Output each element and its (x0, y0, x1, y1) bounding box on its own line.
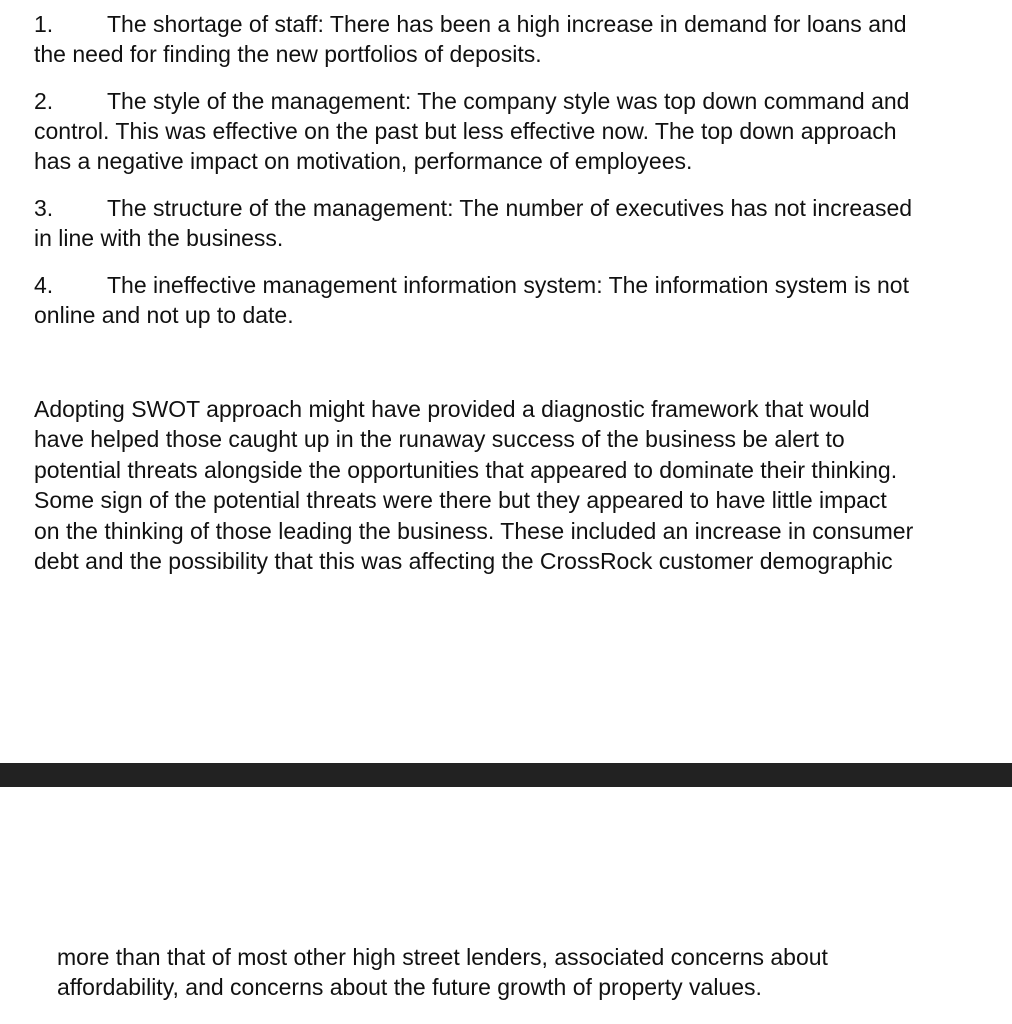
list-item-number: 1. (34, 11, 54, 37)
list-item-text: in line with the business. (34, 225, 284, 251)
list-item-text: The ineffective management information system: The information system is not (107, 272, 909, 298)
paragraph-line: have helped those caught up in the runaway success of the business be alert to (34, 426, 845, 453)
list-item-text: online and not up to date. (34, 302, 294, 328)
paragraph-line: debt and the possibility that this was affecting the CrossRock customer demographic (34, 548, 893, 575)
list-item-text: the need for finding the new portfolios of deposits. (34, 41, 542, 67)
list-item-number: 2. (34, 88, 54, 114)
list-item (34, 9, 960, 69)
numbered-list (34, 9, 960, 347)
paragraph-line: Adopting SWOT approach might have provided a diagnostic framework that would (34, 396, 870, 422)
list-item-text: The structure of the management: The number of executives has not increased (107, 195, 913, 221)
continuation-line: more than that of most other high street lenders, associated concerns about (57, 944, 828, 970)
paragraph-line: Some sign of the potential threats were there but they appeared to have little impact (34, 487, 887, 514)
paragraph-line: potential threats alongside the opportunities that appeared to dominate their thinking. (34, 456, 898, 483)
list-item-first-line (34, 9, 960, 39)
list-item-number: 4. (34, 272, 54, 298)
continuation-line: affordability, and concerns about the future growth of property values. (57, 974, 762, 1001)
list-item-first-line (34, 270, 960, 300)
document-page-bottom (0, 787, 1012, 1024)
list-item (34, 86, 960, 176)
list-item-text: The shortage of staff: There has been a high increase in demand for loans and (107, 11, 907, 37)
page-break-divider (0, 763, 1012, 787)
list-item (34, 193, 960, 253)
list-item-first-line (34, 86, 960, 116)
list-item-text: has a negative impact on motivation, performance of employees. (34, 148, 693, 174)
list-item-number: 3. (34, 195, 54, 221)
continuation-paragraph (57, 942, 917, 1003)
list-item-first-line (34, 193, 960, 223)
swot-paragraph (34, 394, 958, 576)
list-item (34, 270, 960, 330)
list-item-text: control. This was effective on the past but less effective now. The top down approach (34, 118, 897, 144)
list-item-text: The style of the management: The company style was top down command and (107, 88, 910, 114)
paragraph-line: on the thinking of those leading the business. These included an increase in consumer (34, 517, 914, 544)
